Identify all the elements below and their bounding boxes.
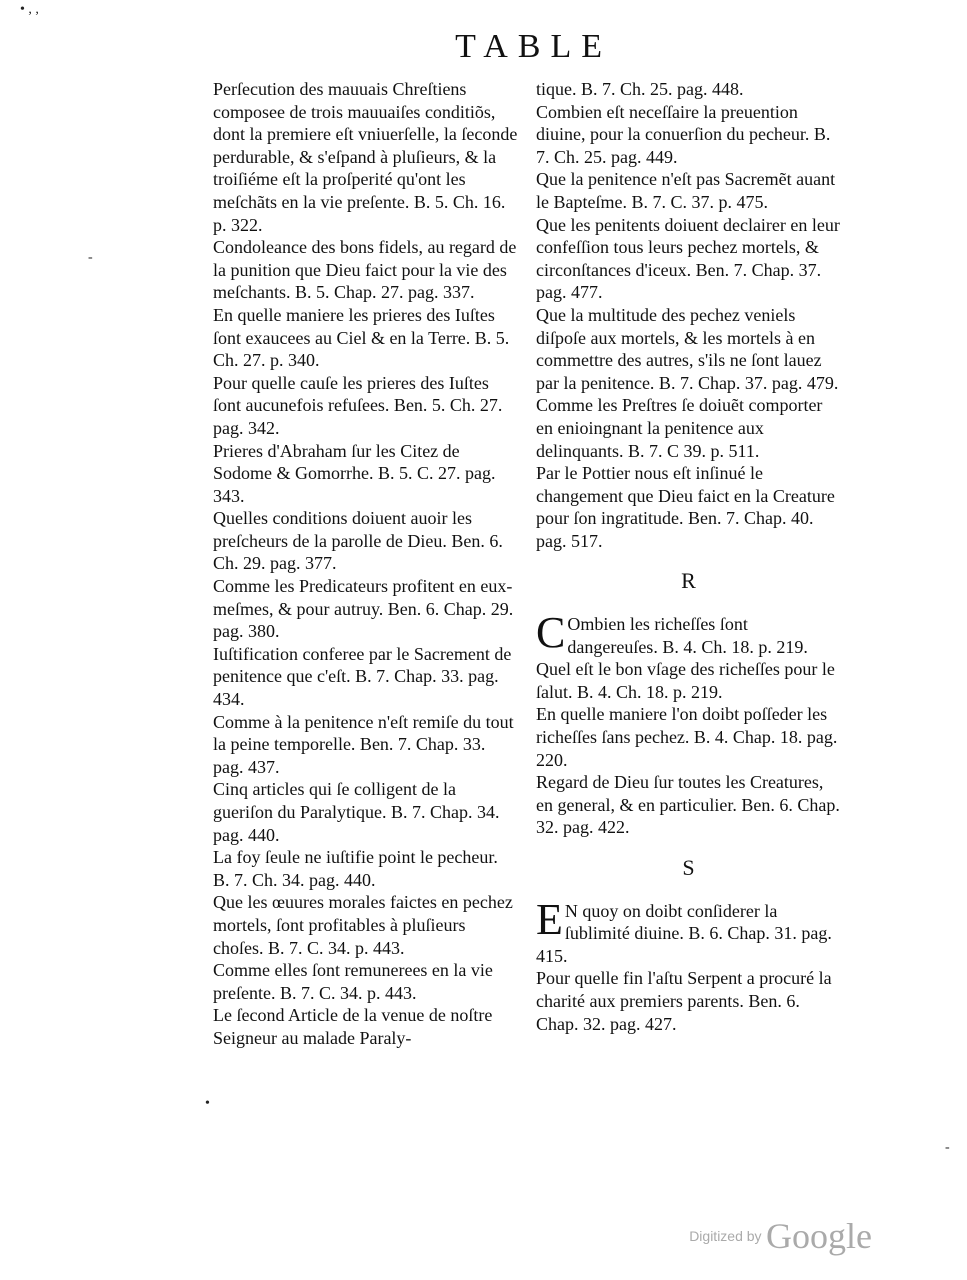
index-entry: Que les penitents doiuent declairer en leur confeſſion tous leurs pechez mortels, & circonſtances d'iceux. Ben. 7. Chap. 37. pag. 477.	[536, 214, 840, 303]
index-entry: Que les œuures morales faictes en pechez mortels, ſont profitables à pluſieurs choſes. B. 7. C. 34. p. 443.	[213, 892, 513, 958]
section-heading-s: S	[682, 855, 695, 880]
index-entry: Condoleance des bons fidels, au regard de la punition que Dieu faict pour la vie des meſchants. B. 5. Chap. 27. pag. 337.	[213, 237, 517, 303]
margin-mark-mid-left: -	[88, 250, 93, 265]
index-entry: Pour quelle fin l'aſtu Serpent a procuré la charité aux premiers parents. Ben. 6. Chap. 32. pag. 427.	[536, 968, 832, 1034]
page-title: TABLE	[455, 28, 612, 65]
index-entry: Comme les Preſtres ſe doiuẽt comporter en enioingnant la penitence aux delinquants. B. 7. C 39. p. 511.	[536, 395, 823, 461]
index-entry: Perſecution des mauuais Chreſtiens composee de trois mauuaiſes conditiõs, dont la premiere eſt vniuerſelle, la ſeconde perdurable, & s'eſpand à pluſieurs, & la troiſiéme eſt la proſperité qu'ont les meſchãts en la vie preſente. B. 5. Ch. 16. p. 322.	[213, 79, 518, 235]
section-heading-r: R	[681, 568, 696, 594]
index-entry: Cinq articles qui ſe colligent de la gueriſon du Paralytique. B. 7. Chap. 34. pag. 440.	[213, 779, 500, 845]
index-entry: EN quoy on doibt conſiderer la ſublimité diuine. B. 6. Chap. 31. pag. 415.	[536, 894, 832, 966]
google-logo: Google	[766, 1216, 872, 1256]
index-entry: Comme à la penitence n'eſt remiſe du tout la peine temporelle. Ben. 7. Chap. 33. pag. 437.	[213, 711, 514, 777]
index-entry: Comme elles ſont remunerees en la vie preſente. B. 7. C. 34. p. 443.	[213, 960, 493, 1003]
index-entry: Regard de Dieu ſur toutes les Creatures, en general, & en particulier. Ben. 6. Chap. 32. pag. 422.	[536, 772, 840, 838]
index-entry: En quelle maniere l'on doibt poſſeder les richeſſes ſans pechez. B. 4. Chap. 18. pag. 220.	[536, 704, 838, 770]
digitized-watermark	[689, 1215, 872, 1257]
margin-mark-bottom-left: •	[205, 1096, 210, 1111]
index-entry: COmbien les richeſſes ſont dangereuſes. B. 4. Ch. 18. p. 219.	[536, 608, 808, 658]
margin-mark-top-left: • , ,	[20, 2, 39, 17]
index-column-right	[536, 78, 841, 1035]
index-entry: Pour quelle cauſe les prieres des Iuſtes ſont aucunefois refuſees. Ben. 5. Ch. 27. pag. 342.	[213, 372, 503, 438]
index-entry: Que la penitence n'eſt pas Sacremẽt auant le Bapteſme. B. 7. C. 37. p. 475.	[536, 169, 836, 212]
margin-mark-right: -	[945, 1140, 950, 1155]
index-entry: Quel eſt le bon vſage des richeſſes pour le ſalut. B. 4. Ch. 18. p. 219.	[536, 659, 835, 702]
index-entry: Le ſecond Article de la venue de noſtre Seigneur au malade Paraly-	[213, 1005, 493, 1048]
index-entry: La foy ſeule ne iuſtifie point le pecheur. B. 7. Ch. 34. pag. 440.	[213, 847, 498, 890]
index-entry: Par le Pottier nous eſt inſinué le changement que Dieu faict en la Creature pour ſon ingratitude. Ben. 7. Chap. 40. pag. 517.	[536, 463, 835, 551]
index-entry: Iuſtification conferee par le Sacrement de penitence que c'eſt. B. 7. Chap. 33. pag. 434.	[213, 643, 512, 710]
watermark-prefix: Digitized by	[689, 1228, 762, 1244]
index-entry: Quelles conditions doiuent auoir les preſcheurs de la parolle de Dieu. Ben. 6. Ch. 29. pag. 377.	[213, 508, 503, 574]
index-entry: tique. B. 7. Ch. 25. pag. 448.	[536, 79, 744, 99]
index-entry: Combien eſt neceſſaire la preuention diuine, pour la conuerſion du pecheur. B. 7. Ch. 25. pag. 449.	[536, 101, 831, 167]
index-entry: En quelle maniere les prieres des Iuſtes ſont exaucees au Ciel & en la Terre. B. 5. Ch. 27. p. 340.	[213, 304, 510, 371]
index-entry: Que la multitude des pechez veniels diſpoſe aux mortels, & les mortels à en commettre des autres, s'ils ne ſont lauez par la penitence. B. 7. Chap. 37. pag. 479.	[536, 304, 839, 393]
index-entry: Comme les Predicateurs profitent en eux-meſmes, & pour autruy. Ben. 6. Chap. 29. pag. 380.	[213, 576, 514, 642]
index-column-left	[213, 78, 518, 1050]
index-entry: Prieres d'Abraham ſur les Citez de Sodome & Gomorrhe. B. 5. C. 27. pag. 343.	[213, 440, 496, 506]
